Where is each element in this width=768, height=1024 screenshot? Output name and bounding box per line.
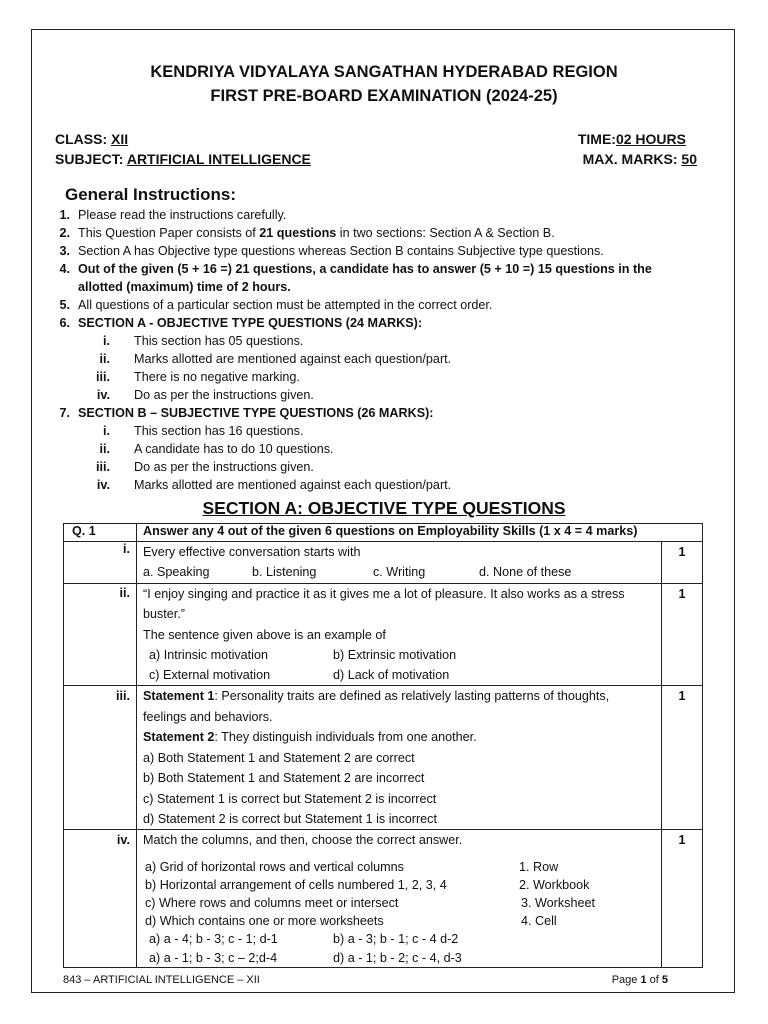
page-number: Page 1 of 5 (611, 974, 668, 986)
subject-info: SUBJECT: ARTIFICIAL INTELLIGENCE (55, 151, 311, 167)
option: b) Both Statement 1 and Statement 2 are incorrect (143, 771, 425, 785)
option: a) Intrinsic motivation (149, 648, 268, 662)
question-body (137, 584, 662, 686)
question-body (137, 686, 662, 830)
table-row (64, 686, 703, 830)
marks: 1 (662, 542, 703, 584)
statement-1-cont: feelings and behaviors. (143, 710, 273, 724)
question-number: ii. (64, 584, 137, 686)
question-stem: Match the columns, and then, choose the correct answer. (143, 833, 463, 847)
column-a-item: a) Grid of horizontal rows and vertical columns (145, 860, 404, 874)
question-stem: The sentence given above is an example of (143, 628, 386, 642)
option: a) Both Statement 1 and Statement 2 are correct (143, 751, 415, 765)
marks: 1 (662, 830, 703, 968)
column-a-item: d) Which contains one or more worksheets (145, 914, 384, 928)
option: b. Listening (252, 565, 317, 579)
option: c. Writing (373, 565, 426, 579)
option: d) Lack of motivation (333, 668, 450, 682)
statement-1: Statement 1: Personality traits are defined as relatively lasting patterns of thoughts, (143, 689, 610, 703)
question-number: iv. (64, 830, 137, 968)
question-stem: buster.” (143, 607, 185, 621)
option: c) Statement 1 is correct but Statement 2 is incorrect (143, 792, 437, 806)
option: b) a - 3; b - 1; c - 4 d-2 (333, 932, 459, 946)
column-a-item: b) Horizontal arrangement of cells numbered 1, 2, 3, 4 (145, 878, 447, 892)
column-b-item: 4. Cell (521, 914, 557, 928)
instructions-list: 1. Please read the instructions carefully. 2. This Question Paper consists of 21 questions in two sections: Section A & Section B. 3. Section A has Objective type questions whereas Section B contains Subjective type questions. 4. Out of the given (5 + 16 =) 21 questions, a candidate has to answer (5 + 10 =) 15 questions in the allotted (maximum) time of 2 hours. 5. All questions of a particular section must be attempted in the correct order. 6. SECTION A - OBJECTIVE TYPE QUESTIONS (24 MARKS): i. This section has 05 questions. ii. Marks allotted are mentioned against each question/part. iii. There is no negative marking. iv. Do as per the instructions given. 7. SECTION B – SUBJECTIVE TYPE QUESTIONS (26 MARKS): i. This section has 16 questions. ii. A candidate has to do 10 questions. iii. Do as per the instructions given. iv. Marks allotted are mentioned against each question/part. (59, 208, 652, 492)
question-heading: Answer any 4 out of the given 6 questions on Employability Skills (1 x 4 = 4 marks) (137, 524, 703, 542)
option: c) External motivation (149, 668, 271, 682)
column-a-item: c) Where rows and columns meet or intersect (145, 896, 399, 910)
column-b-item: 3. Worksheet (521, 896, 595, 910)
question-body (137, 830, 662, 968)
exam-title: FIRST PRE-BOARD EXAMINATION (2024-25) (210, 87, 558, 105)
question-stem: “I enjoy singing and practice it as it gives me a lot of pleasure. It also works as a stress (143, 587, 625, 601)
table-row (64, 830, 703, 968)
statement-2: Statement 2: They distinguish individuals from one another. (143, 730, 477, 744)
table-row (64, 542, 703, 584)
option: d) a - 1; b - 2; c - 4, d-3 (333, 951, 462, 965)
column-b-item: 1. Row (519, 860, 559, 874)
marks: 1 (662, 686, 703, 830)
question-number: i. (64, 542, 137, 584)
option: d) Statement 2 is correct but Statement 1 is incorrect (143, 812, 437, 826)
table-row (64, 524, 703, 542)
class-info: CLASS: XII (55, 131, 129, 147)
question-stem: Every effective conversation starts with (143, 545, 361, 559)
table-row (64, 584, 703, 686)
instructions-heading: General Instructions: (65, 185, 236, 204)
footer-subject: 843 – ARTIFICIAL INTELLIGENCE – XII (63, 974, 260, 986)
option: a) a - 1; b - 3; c – 2;d-4 (149, 951, 278, 965)
school-title: KENDRIYA VIDYALAYA SANGATHAN HYDERABAD REGION (150, 63, 618, 81)
question-number: iii. (64, 686, 137, 830)
option: a) a - 4; b - 3; c - 1; d-1 (149, 932, 278, 946)
option: a. Speaking (143, 565, 210, 579)
option: b) Extrinsic motivation (333, 648, 457, 662)
marks: 1 (662, 584, 703, 686)
option: d. None of these (479, 565, 572, 579)
max-marks-info: MAX. MARKS: 50 (582, 151, 697, 167)
time-info: TIME:02 HOURS (577, 131, 686, 147)
column-b-item: 2. Workbook (519, 878, 590, 892)
question-number: Q. 1 (64, 524, 137, 542)
section-a-title: SECTION A: OBJECTIVE TYPE QUESTIONS (202, 498, 566, 518)
questions-table (63, 523, 703, 968)
question-body (137, 542, 662, 584)
